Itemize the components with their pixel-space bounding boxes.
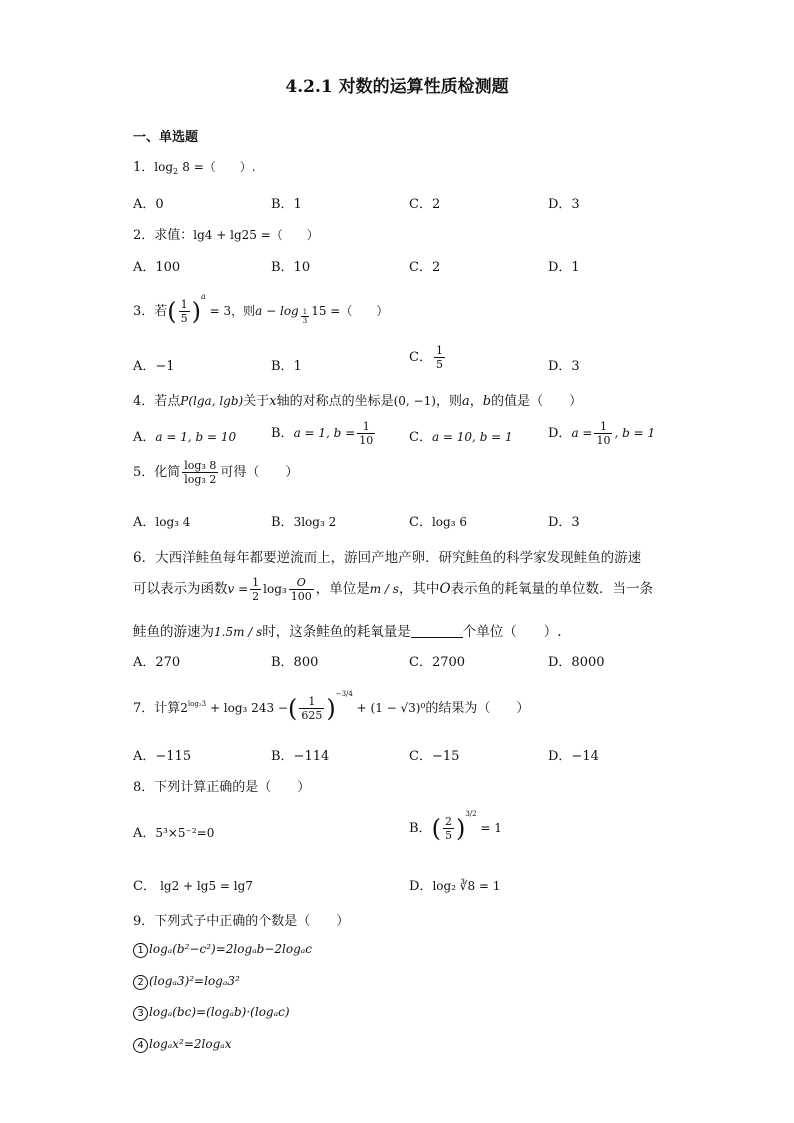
fraction [594,420,612,447]
question-2 [133,224,319,243]
option-label: A． [133,515,156,530]
option-label: B． [271,426,294,441]
question-1-expr-arg: 8 =（ ）. [182,160,256,174]
exponent: a [201,292,206,301]
question-6-line3-mid: 时，这条鲑鱼的耗氧量是 [262,624,411,640]
item-expr: logₐx²=2logₐx [149,1037,232,1051]
option-b[interactable]: B．−114 [271,749,330,764]
option-label: D． [548,426,572,441]
option-d[interactable]: D．3 [548,515,580,530]
option-b[interactable] [271,420,377,447]
fraction-numerator: 1 [302,308,308,316]
option-expr: a = 1, b = 10 [155,430,237,444]
option-expr-tail: = 1 [476,821,502,835]
fraction-numerator: 1 [299,695,324,709]
option-expr: log₃ 4 [155,515,191,529]
question-6-line-2 [133,576,653,603]
option-a[interactable]: A．270 [133,655,181,670]
question-2-text: 2．求值： [133,228,194,243]
option-d[interactable] [409,875,500,894]
option-b[interactable] [271,511,336,530]
question-1 [133,156,256,176]
paren-left: ( [431,814,441,843]
option-d[interactable]: D．3 [548,197,580,212]
question-6-unit: m / s [369,582,399,596]
question-7-tail: + (1 − √3)⁰ [352,701,426,715]
question-7-mid: + log₃ 243 − [206,701,288,715]
fraction-denominator: 2 [252,590,260,603]
option-label: A． [133,826,156,841]
option-expr: 5³×5⁻²=0 [155,826,215,840]
paren-left: ( [287,694,298,723]
question-7-base: 2 [180,701,188,715]
question-6-line-3 [133,620,562,640]
question-3-mid: = 3，则 [205,304,256,318]
question-6-speed: 1.5m / s [214,625,263,639]
answer-blank[interactable] [411,623,463,638]
list-item [133,1037,232,1053]
option-label: C． [409,350,432,365]
question-4-end: 的值是（ ） [491,394,583,409]
option-label: C． [409,430,432,445]
question-4-comma: ， [469,394,483,409]
option-a[interactable] [133,511,190,530]
question-3-pre: 3．若 [133,304,168,319]
fraction-numerator: O [289,576,314,590]
option-a[interactable] [133,426,236,445]
question-4-tail: ，则 [435,394,462,409]
question-9: 9．下列式子中正确的个数是（ ） [133,914,350,929]
question-1-expr-base: 2 [173,167,179,176]
list-item [133,1005,290,1021]
question-5-tail: 可得（ ） [220,465,299,480]
fraction [179,298,190,325]
log-base-fraction [301,308,309,325]
question-5 [133,459,298,486]
question-6-line3-tail: 个单位（ ）. [462,624,562,640]
fraction-exponent: 3/2 [465,810,477,818]
question-4-mid2: 轴的对称点的坐标是 [276,394,394,409]
fraction-denominator: 10 [596,434,611,447]
question-number: 1． [133,160,155,175]
option-d[interactable] [548,420,655,447]
option-b[interactable]: B．1 [271,359,302,374]
option-label: B． [409,821,432,836]
fraction-exponent: −3/4 [335,690,353,698]
option-c[interactable] [409,344,447,371]
question-4-a: a [461,394,470,409]
question-6-tail: ，单位是 [315,581,370,597]
fraction-denominator: 625 [301,709,323,722]
fraction-numerator: 1 [435,344,443,357]
item-expr: logₐ(bc)=(logₐb)·(logₐc) [149,1005,290,1019]
question-6-line-1: 6．大西洋鲑鱼每年都要逆流而上，游回产地产卵．研究鲑鱼的科学家发现鲑鱼的游速 [133,550,642,566]
option-expr-tail: , b = 1 [614,426,656,440]
question-2-expr: lg4 + lg25 =（ ） [193,228,319,242]
fraction-numerator: 1 [594,420,612,434]
paren-left: ( [167,297,177,326]
fraction-numerator: 1 [357,420,375,434]
option-label: D． [409,879,433,894]
question-6-tail3: 表示鱼的耗氧量的单位数．当一条 [450,581,654,597]
question-8: 8．下列计算正确的是（ ） [133,780,311,795]
section-heading: 一、单选题 [133,130,199,145]
option-c[interactable]: C．−15 [409,749,460,764]
item-expr: logₐ(b²−c²)=2logₐb−2logₐc [149,942,312,956]
question-3-tail: 15 =（ ） [311,304,389,318]
paren-right: ) [326,694,336,723]
option-a[interactable]: A．−115 [133,749,192,764]
option-expr: a = 10, b = 1 [431,430,513,444]
paren-right: ) [191,297,202,326]
option-a[interactable]: A．0 [133,197,164,212]
question-6-line3-pre: 鲑鱼的游速为 [133,624,214,640]
item-expr: (logₐ3)²=logₐ3² [149,974,240,988]
question-6-log: log₃ [263,582,287,596]
option-a[interactable] [133,822,214,841]
option-c[interactable]: C．2 [409,197,441,212]
option-expr: log₃ 6 [431,515,467,529]
question-5-pre: 5．化简 [133,465,181,480]
question-4-mid: 关于 [243,394,270,409]
fraction [443,815,454,842]
option-c[interactable] [409,511,467,530]
fraction [289,576,314,603]
fraction-denominator: 3 [302,317,308,325]
option-label: C． [133,879,156,894]
option-d[interactable]: D．3 [548,359,580,374]
question-6-tail2: ，其中 [398,581,440,597]
option-c[interactable]: C．2 [409,260,441,275]
fraction-numerator: 1 [252,576,260,589]
fraction-denominator: 5 [444,829,452,842]
option-b[interactable] [409,810,502,842]
fraction-denominator: 10 [359,434,374,447]
option-b[interactable]: B．1 [271,197,302,212]
circled-number: 3 [133,1006,148,1021]
fraction-denominator: 100 [290,590,312,603]
fraction-denominator: log₃ 2 [184,473,217,486]
fraction-denominator: 5 [435,358,443,371]
fraction [250,576,261,603]
option-label: B． [271,515,294,530]
option-label: A． [133,430,156,445]
option-b[interactable]: B．10 [271,260,311,275]
question-6-O: O [439,581,451,597]
option-expr: 3log₃ 2 [293,515,337,529]
option-a[interactable]: A．−1 [133,359,175,374]
question-7-exponent: log₂3 [187,700,207,708]
option-label: C． [409,515,432,530]
question-4-b: b [482,394,492,409]
option-d[interactable]: D．1 [548,260,580,275]
fraction-denominator: 5 [180,312,188,325]
option-c[interactable] [409,426,513,445]
question-7 [133,690,529,722]
fraction [434,344,445,371]
fraction-numerator: 1 [180,298,188,311]
fraction-numerator: 2 [444,815,452,828]
paren-right: ) [455,814,466,843]
circled-number: 2 [133,975,148,990]
question-4-pre: 4．若点 [133,394,181,409]
option-c[interactable]: C．2700 [409,655,466,670]
question-3 [133,292,388,325]
option-d[interactable]: D．8000 [548,655,605,670]
question-4-point: P(lga, lgb) [180,394,244,408]
fraction [299,695,324,722]
option-d[interactable]: D．−14 [548,749,599,764]
question-6-v: v = [227,582,249,596]
list-item [133,974,240,990]
option-expr: log₂ ∛8 = 1 [432,879,501,893]
question-7-pre: 7．计算 [133,701,181,716]
fraction-numerator: log₃ 8 [184,459,217,472]
page-title: 4.2.1 对数的运算性质检测题 [285,77,509,97]
option-expr: a = [571,426,593,440]
fraction [357,420,375,447]
circled-number: 1 [133,943,148,958]
circled-number: 4 [133,1038,148,1053]
option-c[interactable] [133,875,253,894]
option-a[interactable]: A．100 [133,260,181,275]
question-1-expr-log: log [154,160,174,174]
question-7-end: 的结果为（ ） [425,701,530,716]
question-6-pre: 可以表示为函数 [133,581,228,597]
option-expr: lg2 + lg5 = lg7 [160,879,253,893]
question-3-expr: a − log [255,304,299,318]
option-expr: a = 1, b = [293,426,356,440]
option-b[interactable]: B．800 [271,655,319,670]
fraction [182,459,218,486]
question-4 [133,390,582,409]
question-4-x: x [269,394,277,409]
question-4-coord: (0, −1) [393,394,436,408]
list-item [133,942,312,958]
